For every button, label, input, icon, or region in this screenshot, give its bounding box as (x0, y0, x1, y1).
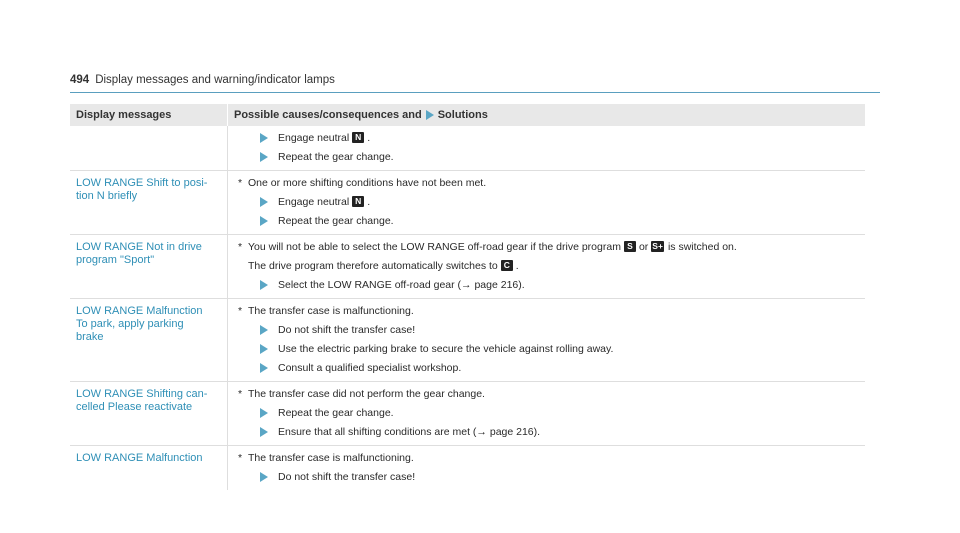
arrow-right-icon (260, 133, 268, 143)
key-symbol-icon: N (352, 196, 364, 207)
line-text: . (367, 195, 371, 208)
table-body (70, 126, 865, 490)
key-symbol-icon: S (624, 241, 636, 252)
line-text: The transfer case did not perform the gear change. (248, 387, 485, 400)
solution-step (234, 275, 865, 294)
arrow-right-icon (260, 363, 268, 373)
col-header-solutions-text: Solutions (437, 109, 488, 121)
cause-note (234, 256, 865, 275)
line-text: The drive program therefore automatically switches to (248, 259, 498, 272)
bullet-marker: * (238, 304, 243, 317)
arrow-right-icon (260, 152, 268, 162)
causes-solutions (228, 235, 865, 298)
table-row (70, 171, 865, 235)
solution-step (234, 422, 865, 441)
arrow-right-icon (260, 427, 268, 437)
key-symbol-icon: S+ (652, 241, 663, 251)
line-text: Repeat the gear change. (278, 150, 394, 163)
solution-step (234, 147, 865, 166)
header-rule (70, 92, 880, 93)
line-text: or (638, 240, 649, 253)
causes-solutions (228, 126, 865, 170)
causes-solutions (228, 446, 865, 490)
solution-step (234, 467, 865, 486)
arrow-right-icon (260, 216, 268, 226)
solution-step (234, 358, 865, 377)
solution-step (234, 339, 865, 358)
solution-step (234, 320, 865, 339)
cause-item (234, 384, 865, 403)
line-text: Engage neutral (278, 131, 350, 144)
line-text: . (367, 131, 371, 144)
line-text: is switched on. (667, 240, 737, 253)
bullet-marker: * (238, 451, 243, 464)
arrow-right-icon (260, 472, 268, 482)
page-header (70, 74, 880, 86)
cause-item (234, 237, 865, 256)
table-row (70, 235, 865, 299)
arrow-right-icon (260, 197, 268, 207)
cause-item (234, 173, 865, 192)
bullet-marker: * (238, 387, 243, 400)
solution-step (234, 211, 865, 230)
arrow-right-icon (260, 344, 268, 354)
line-text: Do not shift the transfer case! (278, 470, 416, 483)
line-text: Do not shift the transfer case! (278, 323, 416, 336)
messages-table (70, 104, 865, 490)
solution-step (234, 128, 865, 147)
line-text: Repeat the gear change. (278, 214, 394, 227)
arrow-right-icon (426, 110, 434, 120)
line-text: Ensure that all shifting conditions are met (→ page 216). (278, 425, 541, 438)
display-message: LOW RANGE Shift to posi- tion N briefly (70, 171, 228, 234)
page-title: Display messages and warning/indicator lamps (95, 74, 335, 86)
line-text: Select the LOW RANGE off-road gear (→ page 216). (278, 278, 525, 291)
table-row (70, 446, 865, 490)
display-message: LOW RANGE Malfunction To park, apply parking brake (70, 299, 228, 381)
line-text: Engage neutral (278, 195, 350, 208)
display-message: LOW RANGE Not in drive program "Sport" (70, 235, 228, 298)
line-text: . (515, 259, 519, 272)
col-header-causes-text: Possible causes/consequences and (234, 109, 422, 121)
col-header-messages: Display messages (70, 104, 228, 126)
key-symbol-icon: N (352, 132, 364, 143)
causes-solutions (228, 382, 865, 445)
table-header (70, 104, 865, 126)
causes-solutions (228, 171, 865, 234)
solution-step (234, 192, 865, 211)
display-message: LOW RANGE Shifting can- celled Please reactivate (70, 382, 228, 445)
line-text: You will not be able to select the LOW RANGE off-road gear if the drive program (248, 240, 621, 253)
bullet-marker: * (238, 240, 243, 253)
causes-solutions (228, 299, 865, 381)
table-row (70, 299, 865, 382)
line-text: Consult a qualified specialist workshop. (278, 361, 462, 374)
cause-item (234, 448, 865, 467)
solution-step (234, 403, 865, 422)
display-message (70, 126, 228, 170)
table-row (70, 126, 865, 171)
bullet-marker: * (238, 176, 243, 189)
table-row (70, 382, 865, 446)
arrow-right-icon (260, 408, 268, 418)
key-symbol-icon: C (501, 260, 513, 271)
display-message: LOW RANGE Malfunction (70, 446, 228, 490)
arrow-right-icon (260, 280, 268, 290)
cause-item (234, 301, 865, 320)
col-header-causes (228, 109, 865, 121)
line-text: Repeat the gear change. (278, 406, 394, 419)
line-text: One or more shifting conditions have not been met. (248, 176, 487, 189)
page-number: 494 (70, 74, 90, 86)
line-text: Use the electric parking brake to secure the vehicle against rolling away. (278, 342, 614, 355)
arrow-right-icon (260, 325, 268, 335)
line-text: The transfer case is malfunctioning. (248, 451, 414, 464)
line-text: The transfer case is malfunctioning. (248, 304, 414, 317)
